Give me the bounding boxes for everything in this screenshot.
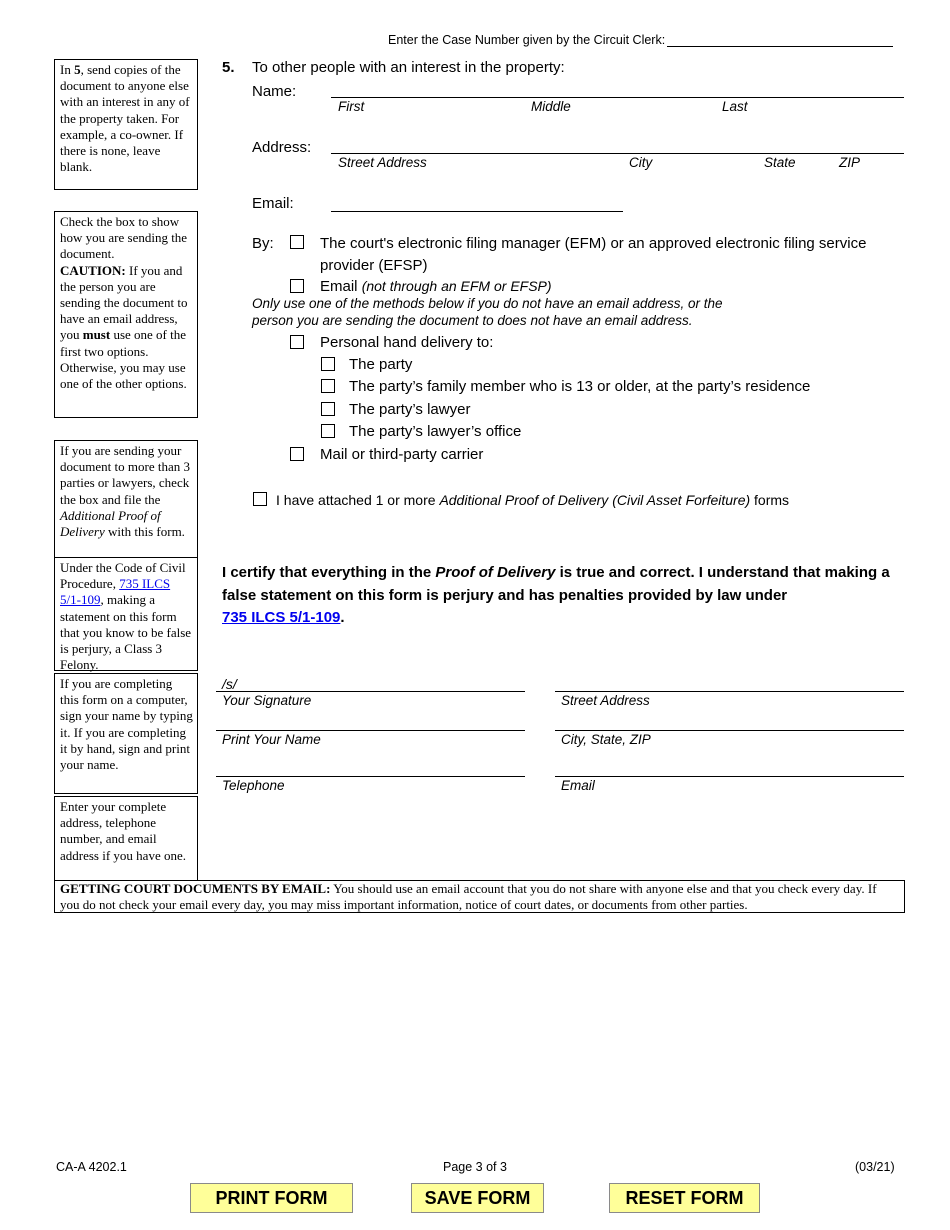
efm-checkbox[interactable] xyxy=(290,235,304,249)
name-input-line[interactable] xyxy=(331,97,904,98)
city-label: City xyxy=(629,155,653,170)
hand-option-lawyer-office-checkbox[interactable] xyxy=(321,424,335,438)
hand-option-lawyer-office-label: The party’s lawyer’s office xyxy=(349,423,522,440)
attached-forms-checkbox[interactable] xyxy=(253,492,267,506)
email-option-label: Email (not through an EFM or EFSP) xyxy=(320,278,552,295)
your-signature-label: Your Signature xyxy=(222,693,312,708)
by-label: By: xyxy=(252,235,274,252)
case-number-field[interactable] xyxy=(667,46,893,47)
sidebar-note-interest: In 5, send copies of the document to anyone else with an interest in any of the property taken. For example, a co-owner. If there is none, leave blank. xyxy=(54,59,198,190)
hand-option-party-label: The party xyxy=(349,356,413,373)
zip-label: ZIP xyxy=(839,155,861,170)
last-name-label: Last xyxy=(722,99,748,114)
hand-option-lawyer-checkbox[interactable] xyxy=(321,402,335,416)
certify-ilcs-link[interactable]: 735 ILCS 5/1-109 xyxy=(222,609,341,626)
print-name-line[interactable] xyxy=(216,730,525,731)
reset-form-button[interactable]: RESET FORM xyxy=(609,1183,760,1213)
form-date: (03/21) xyxy=(855,1160,895,1174)
sidebar-note-perjury: Under the Code of Civil Procedure, 735 ILCS 5/1-109, making a statement on this form that you know to be false is perjury, a Class 3 Felony. xyxy=(54,557,198,671)
save-form-button[interactable]: SAVE FORM xyxy=(411,1183,544,1213)
middle-name-label: Middle xyxy=(531,99,571,114)
sidebar-note-additional-proof: If you are sending your document to more than 3 parties or lawyers, check the box and file the Additional Proof of Delivery with this form. xyxy=(54,440,198,558)
signer-street-address-label: Street Address xyxy=(561,693,650,708)
sidebar-ilcs-link[interactable]: 735 ILCS 5/1-109 xyxy=(60,576,171,608)
city-state-zip-line[interactable] xyxy=(555,730,904,731)
hand-option-family-checkbox[interactable] xyxy=(321,379,335,393)
signer-email-label: Email xyxy=(561,778,595,793)
hand-option-lawyer-label: The party’s lawyer xyxy=(349,401,471,418)
address-input-line[interactable] xyxy=(331,153,904,154)
mail-checkbox[interactable] xyxy=(290,447,304,461)
email-label: Email: xyxy=(252,195,294,212)
attached-forms-label: I have attached 1 or more Additional Proof of Delivery (Civil Asset Forfeiture) forms xyxy=(276,492,790,508)
state-label: State xyxy=(764,155,796,170)
efm-option-label: The court's electronic filing manager (EFM) or an approved electronic filing service provider (EFSP) xyxy=(320,235,867,274)
telephone-label: Telephone xyxy=(222,778,285,793)
telephone-line[interactable] xyxy=(216,776,525,777)
print-form-button[interactable]: PRINT FORM xyxy=(190,1183,353,1213)
address-label: Address: xyxy=(252,139,312,156)
street-address-line[interactable] xyxy=(555,691,904,692)
case-number-label: Enter the Case Number given by the Circuit Clerk: xyxy=(388,33,666,47)
signature-line[interactable] xyxy=(216,691,525,692)
page-number: Page 3 of 3 xyxy=(443,1160,507,1174)
email-checkbox[interactable] xyxy=(290,279,304,293)
street-address-label: Street Address xyxy=(338,155,427,170)
print-name-label: Print Your Name xyxy=(222,732,321,747)
hand-delivery-label: Personal hand delivery to: xyxy=(320,334,494,351)
email-notice-box: GETTING COURT DOCUMENTS BY EMAIL: You should use an email account that you do not share with anyone else and that you check every day. If you do not check your email every day, you may miss important information, notice of court dates, or documents from other parties. xyxy=(54,880,905,913)
sidebar-note-signing: If you are completing this form on a computer, sign your name by typing it. If you are completing it by hand, sign and print your name. xyxy=(54,673,198,794)
section-title: To other people with an interest in the property: xyxy=(252,59,565,76)
hand-option-family-label: The party’s family member who is 13 or older, at the party’s residence xyxy=(349,378,811,395)
sidebar-note-contact: Enter your complete address, telephone number, and email address if you have one. xyxy=(54,796,198,880)
signer-email-line[interactable] xyxy=(555,776,904,777)
methods-note: Only use one of the methods below if you do not have an email address, or the person you are sending the document to does not have an email address. xyxy=(252,296,723,328)
first-name-label: First xyxy=(338,99,365,114)
signature-value[interactable]: /s/ xyxy=(222,676,237,692)
section-number: 5. xyxy=(222,59,235,76)
name-label: Name: xyxy=(252,83,297,100)
certification-statement: I certify that everything in the Proof of Delivery is true and correct. I understand that making a false statement on this form is perjury and has penalties provided by law under 735 ILCS 5/1-109. xyxy=(222,564,890,626)
city-state-zip-label: City, State, ZIP xyxy=(561,732,651,747)
sidebar-note-delivery-method: Check the box to show how you are sending the document. CAUTION: If you and the person you are sending the document to have an email address, you must use one of the first two options. Otherwise, you may use one of the other options. xyxy=(54,211,198,418)
hand-option-party-checkbox[interactable] xyxy=(321,357,335,371)
form-id: CA-A 4202.1 xyxy=(56,1160,127,1174)
email-input-line[interactable] xyxy=(331,211,623,212)
hand-delivery-checkbox[interactable] xyxy=(290,335,304,349)
mail-option-label: Mail or third-party carrier xyxy=(320,446,484,463)
